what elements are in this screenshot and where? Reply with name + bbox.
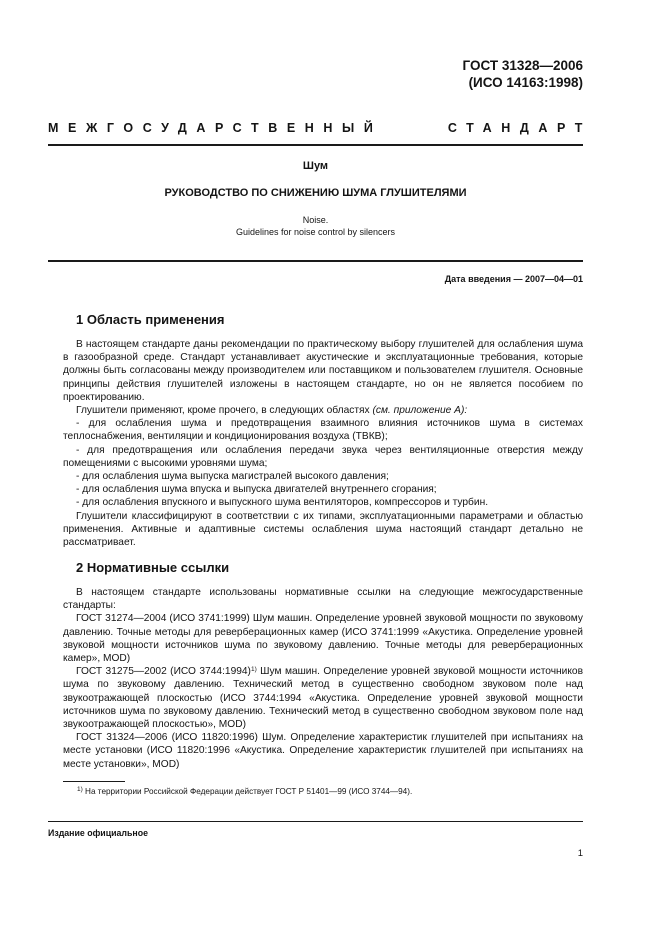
normative-reference-3: ГОСТ 31324—2006 (ИСО 11820:1996) Шум. Определение характеристик глушителей при испытаниях на месте установки (ИСО 11820:1996 «Акустика. Определение характеристик глушителей при испытаниях на месте установки», MOD): [63, 732, 583, 770]
standard-type-word2: СТАНДАРТ: [447, 121, 592, 135]
normative-reference-1: ГОСТ 31274—2004 (ИСО 3741:1999) Шум машин. Определение уровней звуковой мощности по звуковому давлению. Точные методы для реверберационных камер (ИСО 3741:1999 «Акустика. Определение уровней звуковой мощности источников шума по звуковому давлению. Точные методы для реверберационных камер», MOD): [63, 613, 583, 665]
standard-type-word1: МЕЖГОСУДАРСТВЕННЫЙ: [48, 121, 383, 135]
footnote-marker: 1): [250, 666, 257, 674]
title-main: РУКОВОДСТВО ПО СНИЖЕНИЮ ШУМА ГЛУШИТЕЛЯМИ: [164, 187, 467, 199]
title-divider: [48, 260, 583, 262]
section-1-heading: 1 Область применения: [76, 312, 225, 327]
footnote-text: На территории Российской Федерации действует ГОСТ Р 51401—99 (ИСО 3744—94).: [82, 787, 413, 796]
section-2-paragraph-1: В настоящем стандарте использованы нормативные ссылки на следующие межгосударственные стандарты:: [63, 587, 583, 612]
introduction-date: Дата введения — 2007—04—01: [444, 274, 583, 284]
page-number: 1: [577, 848, 583, 859]
footnote-divider: [63, 781, 125, 782]
section-2-body: [63, 586, 583, 771]
annex-reference: (см. приложение А):: [372, 405, 468, 417]
footer-divider: [48, 821, 583, 822]
list-item: - для ослабления шума выпуска магистралей высокого давления;: [76, 471, 389, 483]
section-2-heading: 2 Нормативные ссылки: [76, 560, 230, 575]
list-item: - для ослабления шума впуска и выпуска двигателей внутреннего сгорания;: [76, 484, 437, 496]
reference-2-title: Шум машин. Определение уровней звуковой мощности источников шума по звуковому давлению. Технический метод в существенно свободном звуковом поле над звукоотражающей плоскостью (ИСО 3744:1994 «Акустика. Определение уровней звуковой мощности источников шума по звуковому давлению. Технический метод в существенно свободном звуковом поле над звукоотражающей плоскостью», MOD): [63, 666, 583, 731]
title-english-line1: Noise.: [302, 215, 329, 225]
section-1-paragraph-2: [63, 404, 583, 417]
section-1-paragraph-3: Глушители классифицируют в соответствии с их типами, эксплуатационными параметрами и областью применения. Активные и адаптивные системы ослабления шума настоящий стандарт детально не рассматривает.: [63, 510, 583, 549]
reference-2-designation: ГОСТ 31275—2002 (ИСО 3744:1994): [76, 666, 251, 678]
applications-lead: Глушители применяют, кроме прочего, в следующих областях: [76, 405, 373, 417]
list-item: - для ослабления впускного и выпускного шума вентиляторов, компрессоров и турбин.: [76, 497, 489, 509]
section-1-body: [63, 338, 583, 549]
edition-label: Издание официальное: [48, 828, 148, 838]
footnote-mark: 1): [77, 786, 83, 793]
normative-reference-2: [63, 665, 583, 731]
document-number-block: [463, 57, 583, 91]
title-english-line2: Guidelines for noise control by silencers: [235, 227, 396, 237]
section-1-paragraph-1: В настоящем стандарте даны рекомендации по практическому выбору глушителей для ослабления шума в газообразной среде. Стандарт устанавливает акустические и эксплуатационные требования, которые должны быть согласованы между производителем или поставщиком и пользователем глушителя. Основные принципы действия глушителей изложены в настоящем стандарте, но он не является пособием по проектированию.: [63, 339, 583, 403]
list-item: - для предотвращения или ослабления передачи звука через вентиляционные отверстия между помещениями с высокими уровнями шума;: [63, 444, 583, 469]
list-item: - для ослабления шума и предотвращения взаимного влияния источников шума в системах теплоснабжения, вентиляции и кондиционирования воздуха (ТВКВ);: [63, 418, 583, 443]
iso-number: (ИСО 14163:1998): [468, 75, 583, 90]
top-divider: [48, 144, 583, 146]
gost-number: ГОСТ 31328—2006: [462, 58, 583, 73]
title-short: Шум: [302, 160, 329, 172]
footnote: [77, 787, 412, 796]
